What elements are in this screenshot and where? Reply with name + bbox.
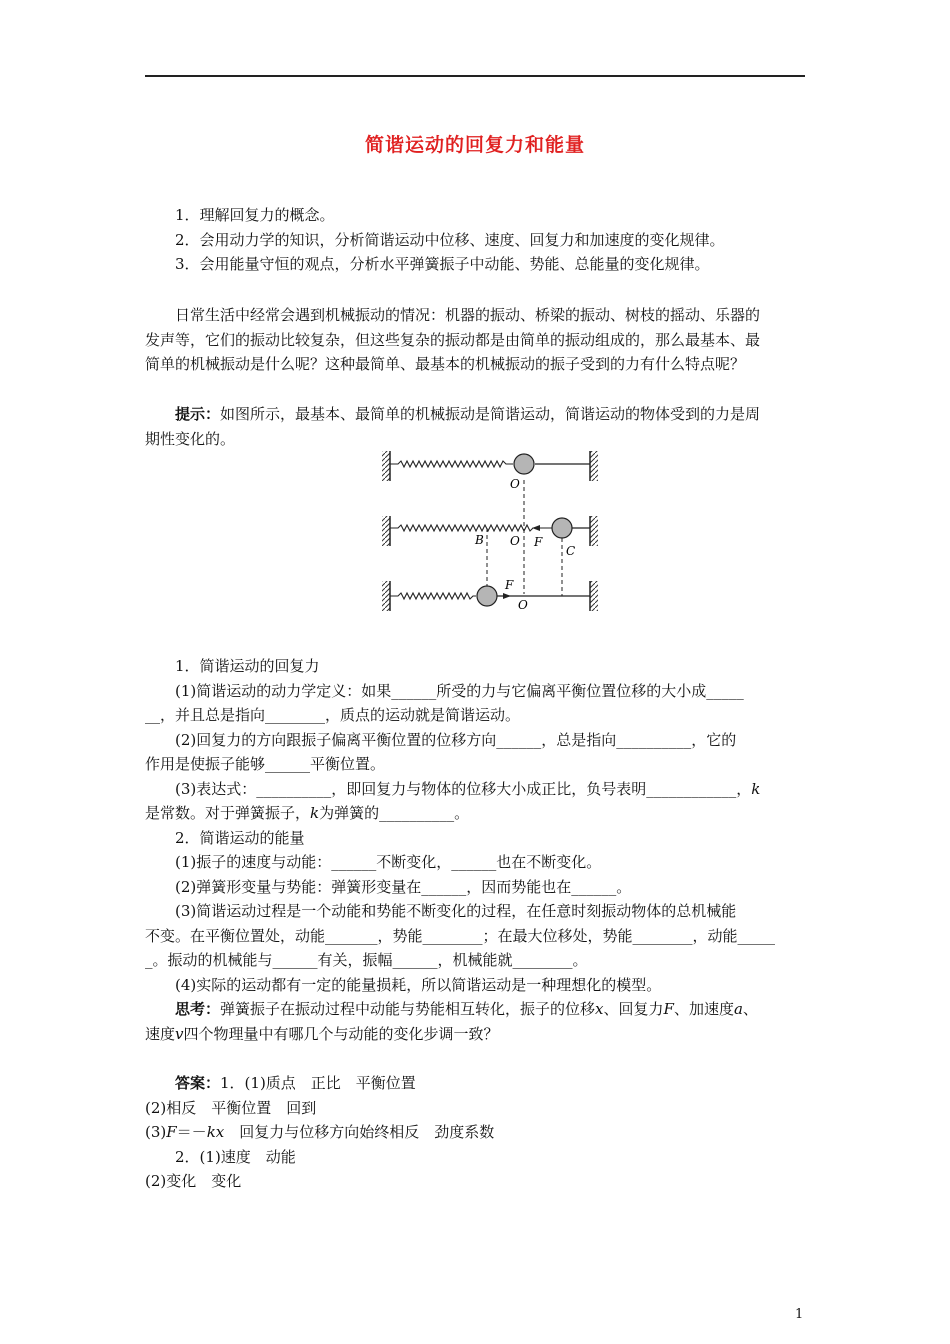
- right-wall: [590, 451, 598, 481]
- knowledge-section: [145, 654, 807, 1046]
- label-f: F: [534, 535, 543, 549]
- ball: [477, 586, 497, 606]
- objective-item: 1．理解回复力的概念。: [175, 206, 335, 224]
- force-arrow: [532, 525, 540, 531]
- var-f: F: [663, 1000, 674, 1018]
- spring: [390, 525, 552, 531]
- text-line: (2)回复力的方向跟振子偏离平衡位置的位移方向______，总是指向__________，它的: [175, 730, 737, 749]
- text-fragment: 四个物理量中有哪几个与动能的变化步调一致？: [183, 1024, 499, 1043]
- label-o: O: [510, 477, 520, 491]
- intro-line: 简单的机械振动是什么呢？这种最简单、最基本的机械振动的振子受到的力有什么特点呢？: [145, 355, 746, 373]
- header-rule: [145, 75, 805, 77]
- text-line: 不变。在平衡位置处，动能_______，势能________；在最大位移处，势能________，动能_____: [145, 926, 776, 945]
- right-wall: [590, 581, 598, 611]
- objective-item: 3．会用能量守恒的观点，分析水平弹簧振子中动能、势能、总能量的变化规律。: [175, 255, 710, 273]
- text-line: (2)弹簧形变量与势能：弹簧形变量在______，因而势能也在______。: [175, 877, 632, 896]
- hint-text: 期性变化的。: [145, 429, 236, 448]
- intro-line: 发声等，它们的振动比较复杂，但这些复杂的振动都是由简单的振动组成的，那么最基本、最: [145, 330, 761, 349]
- answer-line: (2)变化 变化: [145, 1172, 242, 1190]
- ball: [552, 518, 572, 538]
- label-b: B: [475, 533, 484, 547]
- page-title: 简谐运动的回复力和能量: [364, 134, 585, 156]
- label-o: O: [518, 598, 528, 612]
- text-line: __，并且总是指向________，质点的运动就是简谐运动。: [145, 706, 521, 724]
- ball: [514, 454, 534, 474]
- text-line: (3)简谐运动过程是一个动能和势能不断变化的过程，在任意时刻振动物体的总机械能: [175, 902, 737, 920]
- text-fragment: 是常数。对于弹簧振子，: [145, 804, 311, 822]
- var-a: a: [733, 1000, 743, 1018]
- var-kx: kx: [206, 1123, 225, 1141]
- answer-line: (2)相反 平衡位置 回到: [145, 1098, 317, 1117]
- oscillator-row-equilibrium: [382, 451, 598, 491]
- left-wall: [382, 516, 390, 546]
- right-wall: [590, 516, 598, 546]
- oscillator-row-displaced-right: [382, 516, 598, 558]
- text-fragment: 、回复力: [603, 1000, 664, 1018]
- var-k: k: [310, 804, 320, 822]
- spring: [390, 593, 476, 599]
- answer-line: 1．(1)质点 正比 平衡位置: [220, 1074, 416, 1092]
- text-line: (1)简谐运动的动力学定义：如果______所受的力与它偏离平衡位置位移的大小成_____: [175, 681, 744, 700]
- text-fragment: 回复力与位移方向始终相反 劲度系数: [224, 1123, 495, 1141]
- label-f: F: [505, 578, 514, 592]
- answers-label: 答案：: [175, 1074, 221, 1092]
- answer-line: 2．(1)速度 动能: [175, 1147, 296, 1166]
- var-f: F: [166, 1123, 177, 1141]
- section-heading: 1．简谐运动的回复力: [175, 657, 320, 675]
- spring-oscillator-figure: [380, 448, 602, 618]
- think-label: 思考：: [175, 1000, 221, 1018]
- text-fragment: ＝－: [176, 1123, 207, 1141]
- label-c: C: [566, 544, 576, 558]
- text-fragment: (3)表达式：__________，即回复力与物体的位移大小成正比，负号表明____________，: [175, 779, 752, 798]
- text-line: (1)振子的速度与动能：______不断变化，______也在不断变化。: [175, 853, 602, 871]
- spring: [390, 461, 513, 467]
- var-v: v: [175, 1024, 184, 1043]
- intro-line: 日常生活中经常会遇到机械振动的情况：机器的振动、桥梁的振动、树枝的摇动、乐器的: [175, 306, 761, 324]
- text-fragment: 速度: [145, 1024, 176, 1043]
- objective-item: 2．会用动力学的知识，分析简谐运动中位移、速度、回复力和加速度的变化规律。: [175, 230, 725, 249]
- text-line: (4)实际的运动都有一定的能量损耗，所以简谐运动是一种理想化的模型。: [175, 975, 662, 994]
- answers-section: 答案：1．(1)质点 正比 平衡位置 (2)相反 平衡位置 回到 (3)F＝－kx 回复力与位移方向始终相反 劲度系数 2．(1)速度 动能 (2)变化 变化: [145, 1071, 807, 1194]
- label-o: O: [510, 534, 520, 548]
- var-k: k: [751, 779, 761, 798]
- left-wall: [382, 451, 390, 481]
- text-fragment: 、加速度: [673, 1000, 734, 1018]
- text-fragment: 为弹簧的__________。: [319, 804, 470, 822]
- force-arrow: [503, 593, 511, 599]
- page-number: 1: [795, 1307, 804, 1322]
- hint-text: 如图所示，最基本、最简单的机械振动是简谐运动，简谐运动的物体受到的力是周: [220, 405, 761, 423]
- text-line: _。振动的机械能与______有关，振幅______，机械能就________。: [145, 951, 588, 969]
- oscillator-row-displaced-left: [382, 578, 598, 612]
- text-line: 作用是使振子能够______平衡位置。: [145, 755, 386, 773]
- objectives-list: [145, 203, 807, 277]
- hint-paragraph: [145, 402, 807, 451]
- text-fragment: 、: [742, 1000, 758, 1018]
- intro-paragraph: [145, 303, 807, 377]
- left-wall: [382, 581, 390, 611]
- hint-label: 提示：: [175, 405, 221, 423]
- text-fragment: 弹簧振子在振动过程中动能与势能相互转化，振子的位移: [220, 1000, 596, 1018]
- section-heading: 2．简谐运动的能量: [175, 828, 305, 847]
- var-x: x: [595, 1000, 604, 1018]
